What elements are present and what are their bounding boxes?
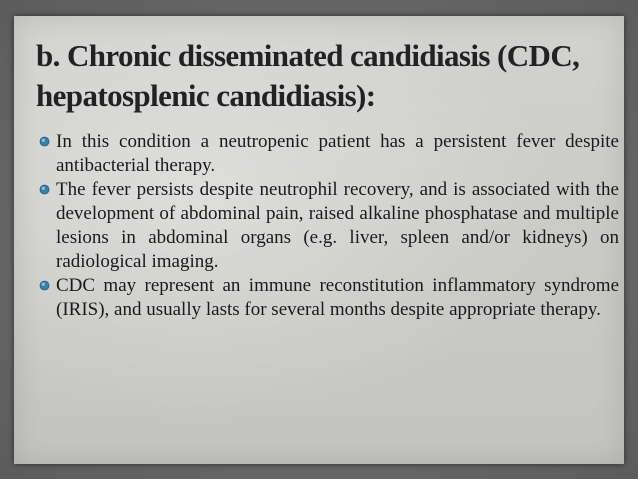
bullet-list xyxy=(39,130,619,322)
bullet-text: CDC may represent an immune reconstitution inflammatory syndrome (IRIS), and usually lasts for several months despite appropriate therapy. xyxy=(56,275,619,320)
slide-title xyxy=(36,36,621,116)
bullet-text: In this condition a neutropenic patient has a persistent fever despite antibacterial therapy. xyxy=(56,131,619,176)
circle-bullet-icon xyxy=(39,184,50,195)
slide-title-line-2: hepatosplenic candidiasis): xyxy=(36,78,376,113)
slide-title-line-1: b. Chronic disseminated candidiasis (CDC, xyxy=(36,38,580,73)
bullet-item xyxy=(39,130,619,178)
bullet-item xyxy=(39,274,619,322)
slide-panel xyxy=(14,16,624,464)
circle-bullet-icon xyxy=(39,280,50,291)
bullet-text: The fever persists despite neutrophil recovery, and is associated with the development of abdominal pain, raised alkaline phosphatase and multiple lesions in abdominal organs (e.g. liver, spleen and/or kidneys) on radiological imaging. xyxy=(56,179,619,272)
circle-bullet-icon xyxy=(39,136,50,147)
bullet-item xyxy=(39,178,619,274)
